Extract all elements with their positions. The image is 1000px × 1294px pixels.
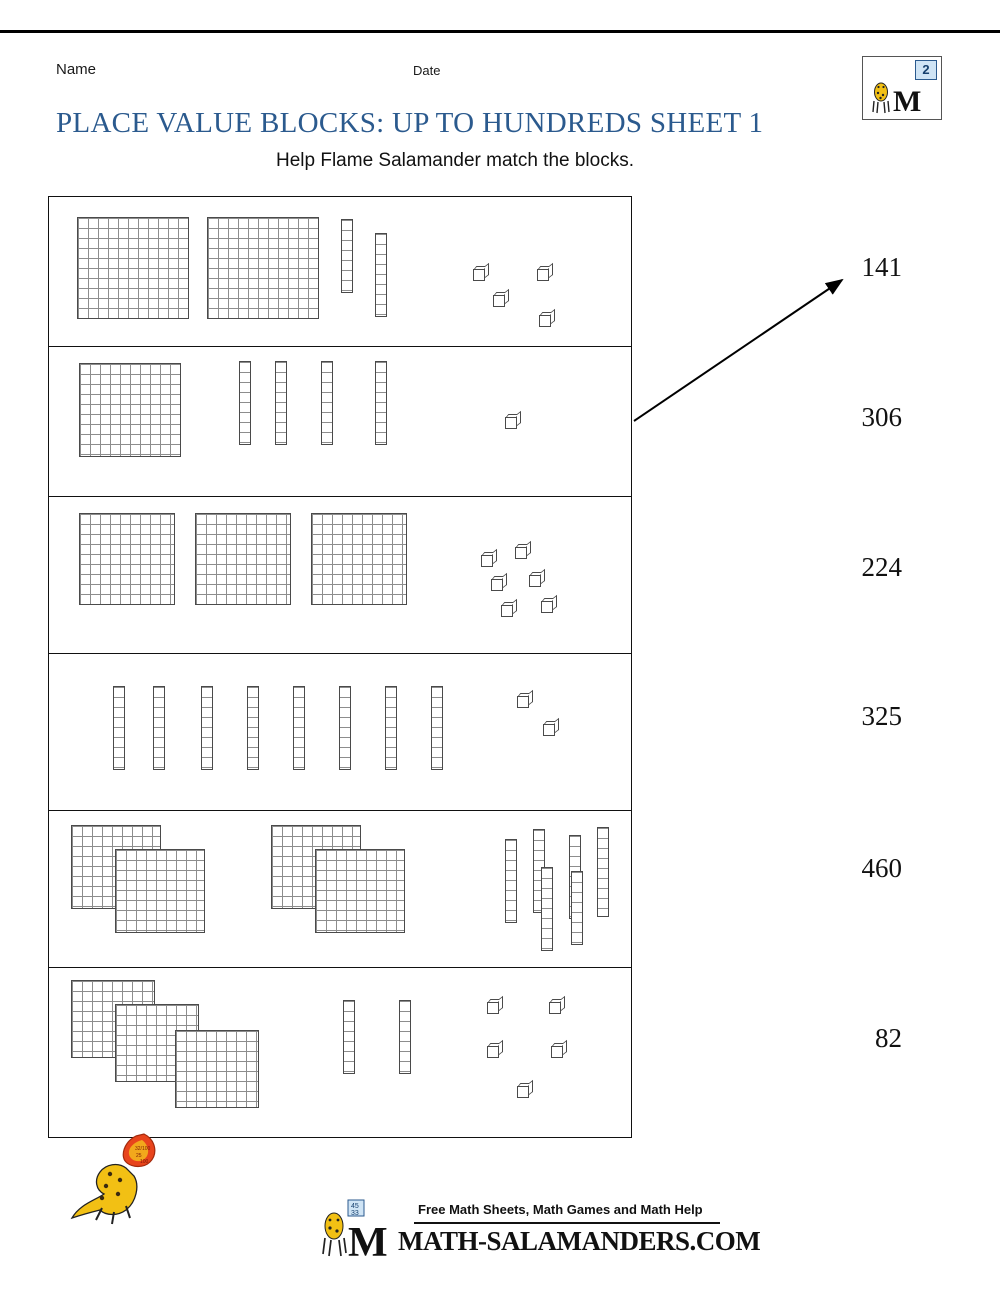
tens-rod [343,1000,355,1074]
ones-unit [537,269,549,281]
svg-text:45: 45 [351,1203,359,1210]
ones-unit [541,601,553,613]
tens-rod [247,686,259,770]
ones-unit [517,1086,529,1098]
tens-rod [293,686,305,770]
ones-unit [505,417,517,429]
hundreds-flat [77,217,189,319]
grade-number: 2 [915,60,937,80]
svg-text:M: M [348,1220,388,1260]
tens-rod [341,219,353,293]
name-label: Name [56,61,97,78]
hundreds-flat [79,363,181,457]
ones-unit [481,555,493,567]
tens-rod [597,827,609,917]
answer-option[interactable]: 224 [861,552,902,582]
problem-row-6[interactable] [49,968,631,1125]
tens-rod [505,839,517,923]
tens-rod [375,233,387,317]
svg-text:33: 33 [351,1210,359,1217]
answer-option[interactable]: 306 [861,402,902,432]
problem-row-5[interactable] [49,811,631,968]
ones-unit [487,1046,499,1058]
tens-rod [239,361,251,445]
ones-unit [529,575,541,587]
top-rule [0,0,1000,33]
tens-rod [571,871,583,945]
grade-logo-badge [862,56,942,120]
ones-unit [487,1002,499,1014]
hundreds-flat [115,849,205,933]
ones-unit [491,579,503,591]
tens-rod [153,686,165,770]
page-title: PLACE VALUE BLOCKS: UP TO HUNDREDS SHEET 1 [56,107,764,139]
tens-rod [321,361,333,445]
page-subtitle: Help Flame Salamander match the blocks. [276,150,634,171]
problem-sheet [48,196,632,1138]
logo-letter: M [893,85,922,118]
footer-divider [414,1222,720,1224]
hundreds-flat [175,1030,259,1108]
svg-text:32/100: 32/100 [135,1146,151,1152]
tens-rod [339,686,351,770]
answer-option[interactable]: 325 [861,701,902,731]
salamander-icon [869,81,893,115]
hundreds-flat [315,849,405,933]
problem-row-2[interactable] [49,347,631,497]
tens-rod [431,686,443,770]
tens-rod [201,686,213,770]
svg-text:100: 100 [140,1159,149,1165]
hundreds-flat [195,513,291,605]
answer-option[interactable]: 460 [861,853,902,883]
ones-unit [473,269,485,281]
problem-row-1[interactable] [49,197,631,347]
ones-unit [549,1002,561,1014]
ones-unit [493,295,505,307]
flame-salamander-mascot [66,1128,196,1238]
ones-unit [501,605,513,617]
ones-unit [515,547,527,559]
ones-unit [543,724,555,736]
footer-url[interactable]: MATH-SALAMANDERS.COM [398,1226,761,1256]
tens-rod [399,1000,411,1074]
hundreds-flat [311,513,407,605]
tens-rod [113,686,125,770]
footer-logo-icon [318,1198,394,1260]
answer-option[interactable]: 82 [875,1023,902,1053]
problem-row-4[interactable] [49,654,631,811]
hundreds-flat [207,217,319,319]
answers-column [790,196,950,1138]
tens-rod [541,867,553,951]
date-label: Date [413,63,441,78]
answer-option[interactable]: 141 [861,252,902,282]
ones-unit [539,315,551,327]
hundreds-flat [79,513,175,605]
footer-tagline: Free Math Sheets, Math Games and Math Help [418,1202,703,1217]
tens-rod [385,686,397,770]
svg-text:25: 25 [136,1153,142,1159]
problem-row-3[interactable] [49,497,631,654]
ones-unit [517,696,529,708]
ones-unit [551,1046,563,1058]
tens-rod [375,361,387,445]
tens-rod [275,361,287,445]
